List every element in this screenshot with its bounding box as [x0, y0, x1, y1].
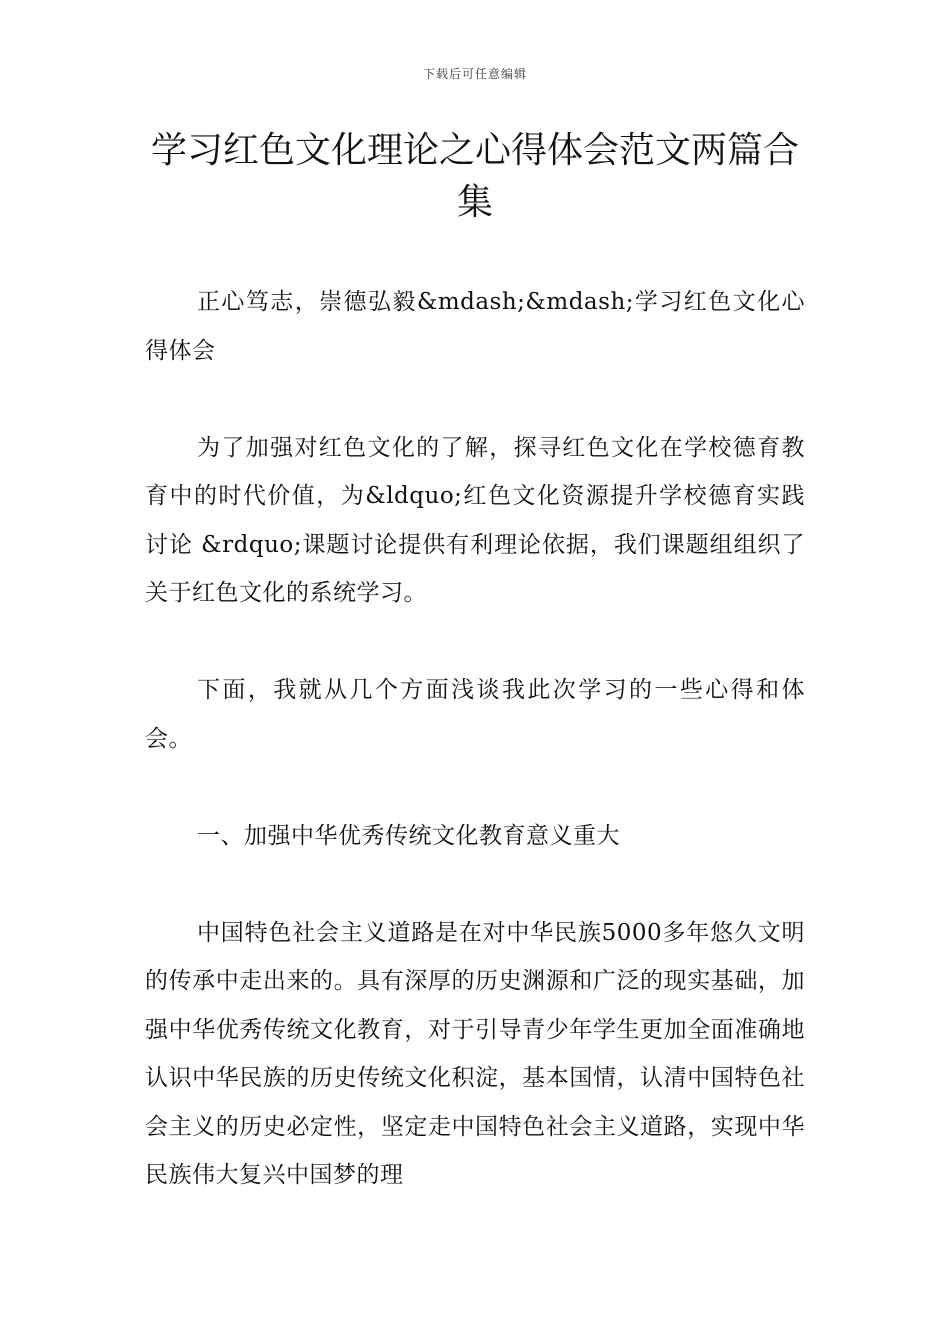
paragraph-intro: 为了加强对红色文化的了解，探寻红色文化在学校德育教育中的时代价值，为&ldquo;红色文化资源提升学校德育实践讨论 &rdquo;课题讨论提供有利理论依据，我们课题组组织了关于红色文化的系统学习。	[145, 434, 805, 606]
paragraph-subtitle: 正心笃志，崇德弘毅&mdash;&mdash;学习红色文化心得体会	[145, 289, 805, 364]
document-title: 学习红色文化理论之心得体会范文两篇合集	[150, 130, 799, 223]
document-body	[145, 278, 805, 1248]
header-note: 下载后可任意编辑	[422, 67, 527, 81]
paragraph-transition: 下面，我就从几个方面浅谈我此次学习的一些心得和体会。	[145, 677, 805, 752]
section-heading: 一、加强中华优秀传统文化教育意义重大	[197, 822, 620, 849]
paragraph-body: 中国特色社会主义道路是在对中华民族5000多年悠久文明的传承中走出来的。具有深厚的历史渊源和广泛的现实基础，加强中华优秀传统文化教育，对于引导青少年学生更加全面准确地认识中华民族的历史传统文化积淀，基本国情，认清中国特色社会主义的历史必定性，坚定走中国特色社会主义道路，实现中华民族伟大复兴中国梦的理	[145, 919, 805, 1188]
